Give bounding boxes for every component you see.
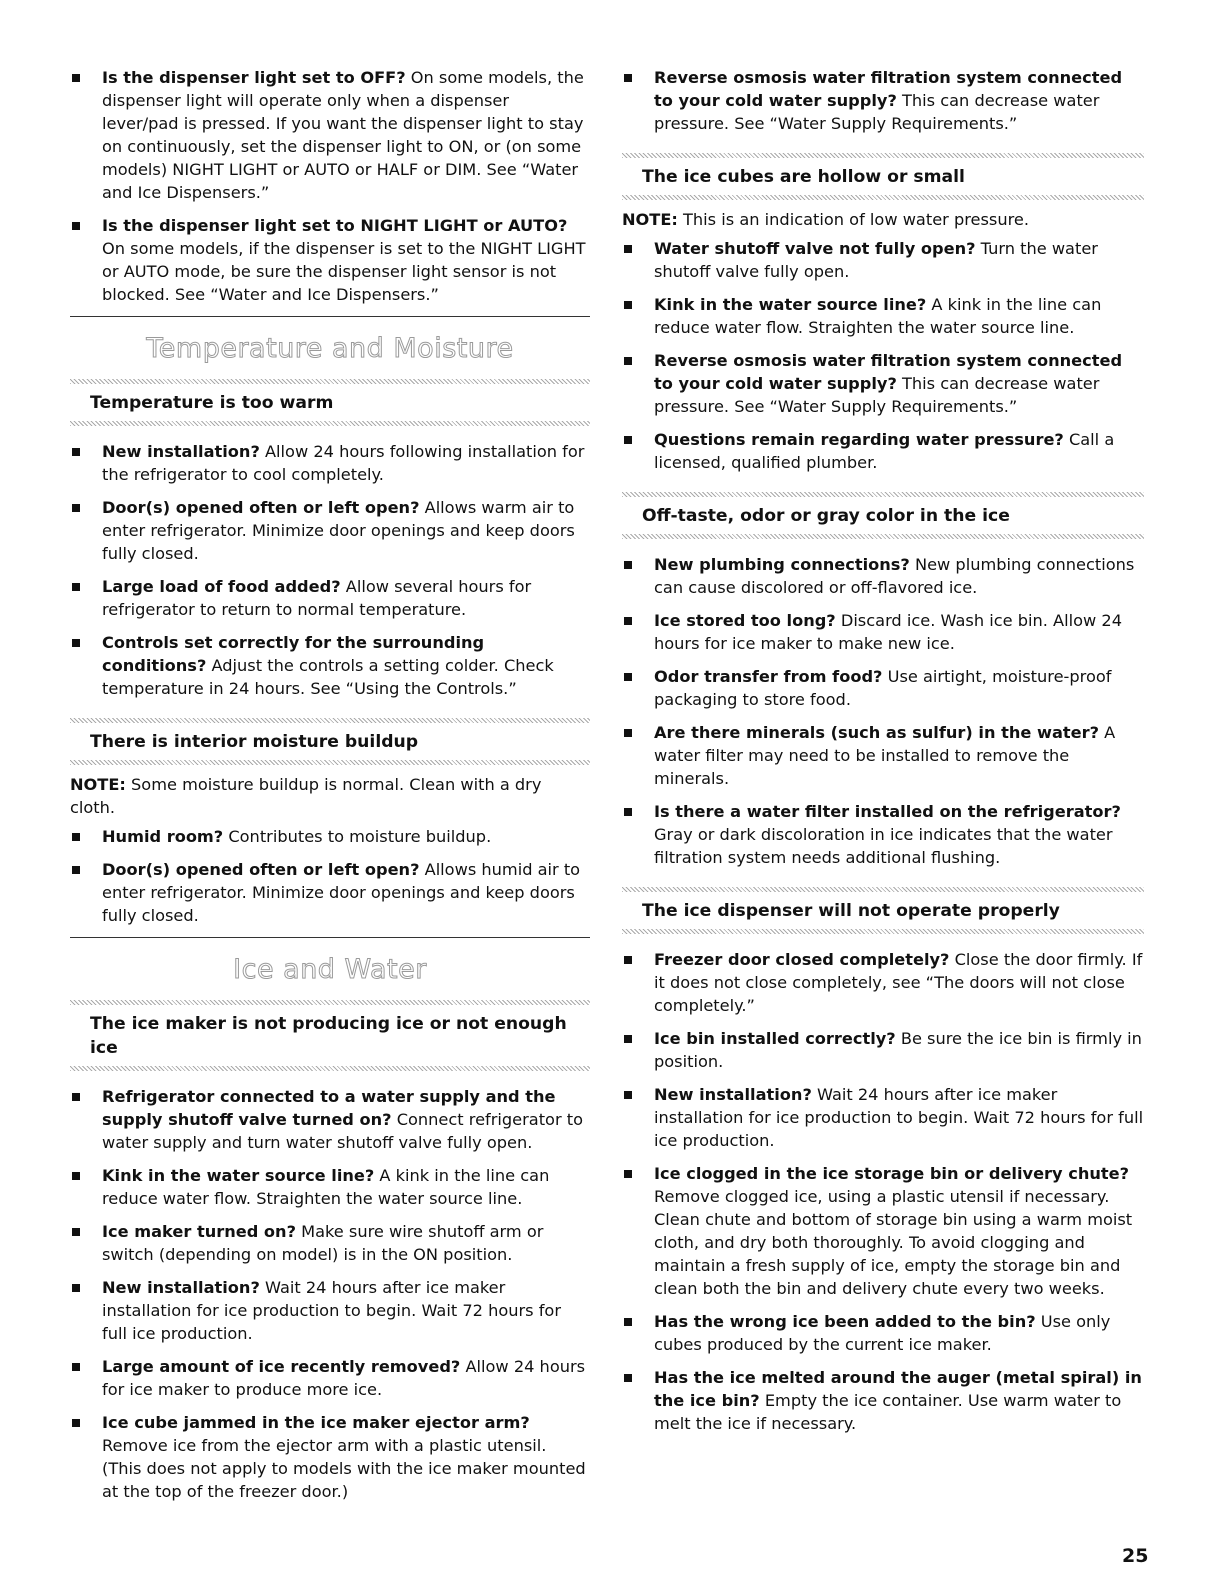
list-item: Reverse osmosis water filtration system connected to your cold water supply? This can decrease water pressure. See “Water Supply Requirements.” [622, 349, 1144, 418]
list-item: Has the ice melted around the auger (metal spiral) in the ice bin? Empty the ice container. Use warm water to melt the ice if necessary. [622, 1366, 1144, 1435]
bullet-icon [72, 222, 80, 230]
list-item: New installation? Wait 24 hours after ice maker installation for ice production to begin. Wait 72 hours for full ice production. [622, 1083, 1144, 1152]
list-item: New installation? Allow 24 hours following installation for the refrigerator to cool completely. [70, 440, 590, 486]
list-item: Are there minerals (such as sulfur) in the water? A water filter may need to be installed to remove the minerals. [622, 721, 1144, 790]
list-item: New plumbing connections? New plumbing connections can cause discolored or off-flavored ice. [622, 553, 1144, 599]
list-item: Ice cube jammed in the ice maker ejector arm? Remove ice from the ejector arm with a plastic utensil. (This does not apply to models with the ice maker mounted at the top of the freezer door.) [70, 1411, 590, 1503]
subheading-ice-dispenser: The ice dispenser will not operate properly [642, 901, 1060, 921]
list-item: New installation? Wait 24 hours after ice maker installation for ice production to begin. Wait 72 hours for full ice production. [70, 1276, 590, 1345]
bullet-icon [624, 561, 632, 569]
bullet-icon [624, 673, 632, 681]
list-item: Door(s) opened often or left open? Allows warm air to enter refrigerator. Minimize door openings and keep doors fully closed. [70, 496, 590, 565]
list-item: Large load of food added? Allow several hours for refrigerator to return to normal temperature. [70, 575, 590, 621]
list-item: Ice clogged in the ice storage bin or delivery chute? Remove clogged ice, using a plastic utensil if necessary. Clean chute and bottom of storage bin using a warm moist cloth, and dry both thoroughly. To avoid clogging and maintain a fresh supply of ice, empty the storage bin and clean both the bin and delivery chute every two weeks. [622, 1162, 1144, 1300]
right-column [622, 66, 1144, 1445]
subheading-hollow-cubes: The ice cubes are hollow or small [642, 167, 965, 187]
bullet-icon [72, 74, 80, 82]
hollow-list [622, 237, 1144, 474]
list-item: Is the dispenser light set to NIGHT LIGHT or AUTO? On some models, if the dispenser is set to the NIGHT LIGHT or AUTO mode, be sure the dispenser light sensor is not blocked. See “Water and Ice Dispensers.” [70, 214, 590, 306]
list-item: Kink in the water source line? A kink in the line can reduce water flow. Straighten the water source line. [70, 1164, 590, 1210]
left-column [70, 66, 590, 1513]
page-number: 25 [1122, 1545, 1149, 1567]
bullet-icon [624, 617, 632, 625]
list-item: Is there a water filter installed on the refrigerator? Gray or dark discoloration in ice indicates that the water filtration system needs additional flushing. [622, 800, 1144, 869]
note-moisture: NOTE: Some moisture buildup is normal. Clean with a dry cloth. [70, 775, 542, 817]
bullet-icon [624, 1318, 632, 1326]
bullet-icon [72, 1172, 80, 1180]
bullet-icon [72, 504, 80, 512]
note-hollow: NOTE: This is an indication of low water pressure. [622, 210, 1030, 229]
bullet-icon [72, 1419, 80, 1427]
moisture-list [70, 825, 590, 927]
bullet-icon [624, 1170, 632, 1178]
list-item: Ice bin installed correctly? Be sure the ice bin is firmly in position. [622, 1027, 1144, 1073]
bullet-icon [624, 729, 632, 737]
list-item: Humid room? Contributes to moisture buildup. [70, 825, 590, 848]
bullet-icon [624, 357, 632, 365]
dispenser-list [622, 948, 1144, 1435]
bullet-icon [624, 1091, 632, 1099]
list-item: Questions remain regarding water pressure? Call a licensed, qualified plumber. [622, 428, 1144, 474]
bullet-icon [72, 1363, 80, 1371]
bullet-icon [624, 1035, 632, 1043]
list-item: Freezer door closed completely? Close the door firmly. If it does not close completely, see “The doors will not close completely.” [622, 948, 1144, 1017]
bullet-icon [624, 956, 632, 964]
section-title-ice-water: Ice and Water [233, 954, 427, 985]
bullet-icon [72, 833, 80, 841]
list-item: Kink in the water source line? A kink in the line can reduce water flow. Straighten the water source line. [622, 293, 1144, 339]
list-item: Large amount of ice recently removed? Allow 24 hours for ice maker to produce more ice. [70, 1355, 590, 1401]
offtaste-list [622, 553, 1144, 869]
list-item: Ice maker turned on? Make sure wire shutoff arm or switch (depending on model) is in the ON position. [70, 1220, 590, 1266]
list-item: Controls set correctly for the surrounding conditions? Adjust the controls a setting colder. Check temperature in 24 hours. See “Using the Controls.” [70, 631, 590, 700]
intro-list [70, 66, 590, 306]
list-item: Is the dispenser light set to OFF? On some models, the dispenser light will operate only when a dispenser lever/pad is pressed. If you want the dispenser light to stay on continuously, set the dispenser light to ON, or (on some models) NIGHT LIGHT or AUTO or HALF or DIM. See “Water and Ice Dispensers.” [70, 66, 590, 204]
subheading-temperature-warm: Temperature is too warm [90, 393, 334, 413]
bullet-icon [72, 1093, 80, 1101]
ice-maker-list [70, 1085, 590, 1503]
bullet-icon [72, 639, 80, 647]
bullet-icon [72, 1284, 80, 1292]
list-item: Water shutoff valve not fully open? Turn the water shutoff valve fully open. [622, 237, 1144, 283]
section-title-temperature: Temperature and Moisture [146, 333, 514, 364]
subheading-moisture: There is interior moisture buildup [90, 732, 419, 752]
bullet-icon [624, 74, 632, 82]
temp-warm-list [70, 440, 590, 700]
intro-list [622, 66, 1144, 135]
subheading-off-taste: Off-taste, odor or gray color in the ice [642, 506, 1010, 526]
bullet-icon [72, 866, 80, 874]
list-item: Reverse osmosis water filtration system connected to your cold water supply? This can decrease water pressure. See “Water Supply Requirements.” [622, 66, 1144, 135]
bullet-icon [72, 448, 80, 456]
bullet-icon [624, 301, 632, 309]
bullet-icon [624, 1374, 632, 1382]
bullet-icon [624, 436, 632, 444]
subheading-ice-maker: The ice maker is not producing ice or not enough ice [90, 1014, 567, 1058]
list-item: Odor transfer from food? Use airtight, moisture-proof packaging to store food. [622, 665, 1144, 711]
bullet-icon [72, 583, 80, 591]
bullet-icon [624, 808, 632, 816]
bullet-icon [624, 245, 632, 253]
bullet-icon [72, 1228, 80, 1236]
list-item: Refrigerator connected to a water supply and the supply shutoff valve turned on? Connect refrigerator to water supply and turn water shutoff valve fully open. [70, 1085, 590, 1154]
list-item: Door(s) opened often or left open? Allows humid air to enter refrigerator. Minimize door openings and keep doors fully closed. [70, 858, 590, 927]
list-item: Ice stored too long? Discard ice. Wash ice bin. Allow 24 hours for ice maker to make new ice. [622, 609, 1144, 655]
list-item: Has the wrong ice been added to the bin? Use only cubes produced by the current ice maker. [622, 1310, 1144, 1356]
